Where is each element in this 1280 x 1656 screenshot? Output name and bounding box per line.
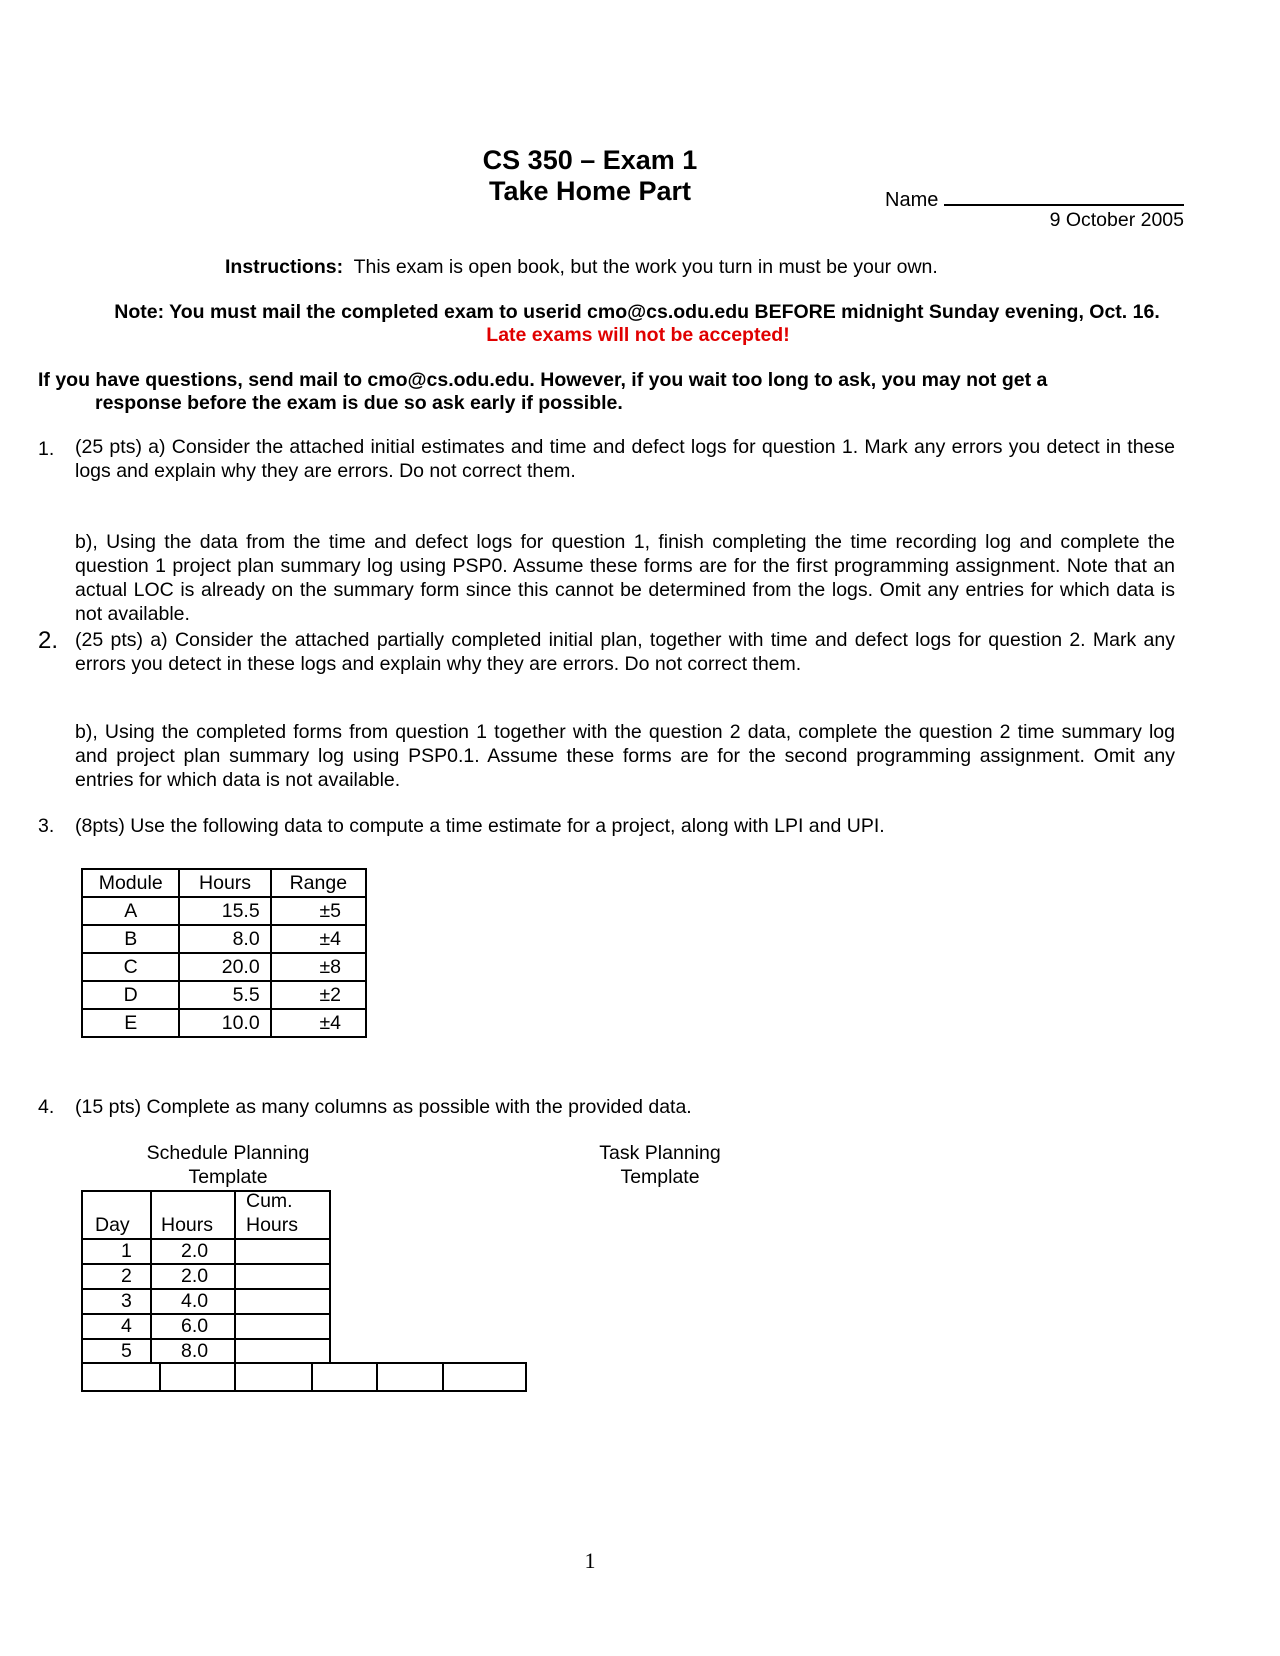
day-cell: 1 xyxy=(121,1240,132,1262)
module-cell: D xyxy=(82,981,179,1009)
day-cell: 4 xyxy=(121,1315,132,1337)
header-hours: Hours xyxy=(161,1214,214,1236)
table-row xyxy=(82,925,366,953)
table-border xyxy=(376,1364,378,1390)
day-cell: 2 xyxy=(121,1265,132,1287)
hours-cell: 6.0 xyxy=(181,1315,209,1337)
instructions xyxy=(225,256,938,279)
hours-cell: 8.0 xyxy=(179,925,270,953)
hours-cell: 8.0 xyxy=(181,1340,209,1362)
header-hours: Hours xyxy=(179,869,270,897)
range-cell: ±4 xyxy=(271,925,366,953)
day-cell: 3 xyxy=(121,1290,132,1312)
exam-title: CS 350 – Exam 1 xyxy=(482,145,698,175)
header-cum: Cum. xyxy=(246,1190,293,1212)
exam-subtitle: Take Home Part xyxy=(488,176,692,206)
table-border xyxy=(159,1364,161,1390)
header-day: Day xyxy=(95,1214,130,1236)
late-warning: Late exams will not be accepted! xyxy=(486,324,790,346)
range-cell: ±8 xyxy=(271,953,366,981)
question-1b: b), Using the data from the time and defect logs for question 1, finish completing the time recording log and complete the question 1 project plan summary log using PSP0. Assume these forms are for the first programming assignment. Note that an actual LOC is already on the summary form since this cannot be determined from the logs. Omit any entries for which data is not available. xyxy=(75,531,1175,625)
hours-cell: 15.5 xyxy=(179,897,270,925)
table-border xyxy=(442,1364,444,1390)
question-3-text: (8pts) Use the following data to compute a time estimate for a project, along with LPI and UPI. xyxy=(75,815,885,837)
range-cell: ±2 xyxy=(271,981,366,1009)
hours-cell: 4.0 xyxy=(181,1290,209,1312)
table-header-row xyxy=(82,869,366,897)
note-text: Note: You must mail the completed exam to userid cmo@cs.odu.edu BEFORE midnight Sunday evening, Oct. 16. xyxy=(114,301,1160,323)
range-cell: ±4 xyxy=(271,1009,366,1037)
question-4-text: (15 pts) Complete as many columns as possible with the provided data. xyxy=(75,1096,692,1118)
table-row xyxy=(82,897,366,925)
name-label: Name xyxy=(885,189,939,211)
table-border xyxy=(81,1190,331,1192)
day-cell: 5 xyxy=(121,1340,132,1362)
module-cell: C xyxy=(82,953,179,981)
hours-cell: 20.0 xyxy=(179,953,270,981)
exam-date: 9 October 2005 xyxy=(1049,209,1184,231)
instructions-text: This exam is open book, but the work you turn in must be your own. xyxy=(353,256,938,278)
module-estimate-table xyxy=(81,868,367,1038)
task-planning-blank-row xyxy=(81,1362,527,1392)
questions-note-line2: response before the exam is due so ask early if possible. xyxy=(95,392,623,414)
header-range: Range xyxy=(271,869,366,897)
task-title-line1: Task Planning xyxy=(599,1142,721,1164)
page-number: 1 xyxy=(584,1548,596,1573)
table-border xyxy=(311,1364,313,1390)
question-2a: (25 pts) a) Consider the attached partially completed initial plan, together with time and defect logs for question 2. Mark any errors you detect in these logs and explain why they are errors. Do not correct them. xyxy=(75,629,1175,675)
hours-cell: 5.5 xyxy=(179,981,270,1009)
schedule-title-line1: Schedule Planning xyxy=(146,1142,310,1164)
hours-cell: 10.0 xyxy=(179,1009,270,1037)
schedule-title-line2: Template xyxy=(188,1166,268,1188)
question-1a: (25 pts) a) Consider the attached initial estimates and time and defect logs for question 1. Mark any errors you detect in these logs and explain why they are errors. Do not correct them. xyxy=(75,436,1175,482)
task-template-title xyxy=(580,1141,740,1189)
header-cum-hours: Hours xyxy=(246,1214,299,1236)
schedule-template-title xyxy=(128,1141,328,1189)
table-row xyxy=(82,1009,366,1037)
module-cell: E xyxy=(82,1009,179,1037)
table-row xyxy=(82,981,366,1009)
hours-cell: 2.0 xyxy=(181,1240,209,1262)
question-2-number: 2. xyxy=(38,627,59,654)
module-cell: A xyxy=(82,897,179,925)
question-4-number: 4. xyxy=(38,1096,55,1118)
table-border xyxy=(234,1364,236,1390)
header-module: Module xyxy=(82,869,179,897)
instructions-label: Instructions: xyxy=(225,256,344,278)
question-3-number: 3. xyxy=(38,815,55,837)
task-title-line2: Template xyxy=(620,1166,700,1188)
questions-note-line1: If you have questions, send mail to cmo@cs.odu.edu. However, if you wait too long to ask, you may not get a xyxy=(38,369,1048,391)
module-cell: B xyxy=(82,925,179,953)
table-row xyxy=(82,953,366,981)
question-2b: b), Using the completed forms from question 1 together with the question 2 data, complete the question 2 time summary log and project plan summary log using PSP0.1. Assume these forms are for the second programming assignment. Omit any entries for which data is not available. xyxy=(75,721,1175,791)
range-cell: ±5 xyxy=(271,897,366,925)
schedule-planning-table xyxy=(81,1190,331,1362)
question-1-number: 1. xyxy=(38,438,55,460)
hours-cell: 2.0 xyxy=(181,1265,209,1287)
name-blank-line[interactable] xyxy=(944,184,1184,206)
name-field xyxy=(885,184,1184,212)
